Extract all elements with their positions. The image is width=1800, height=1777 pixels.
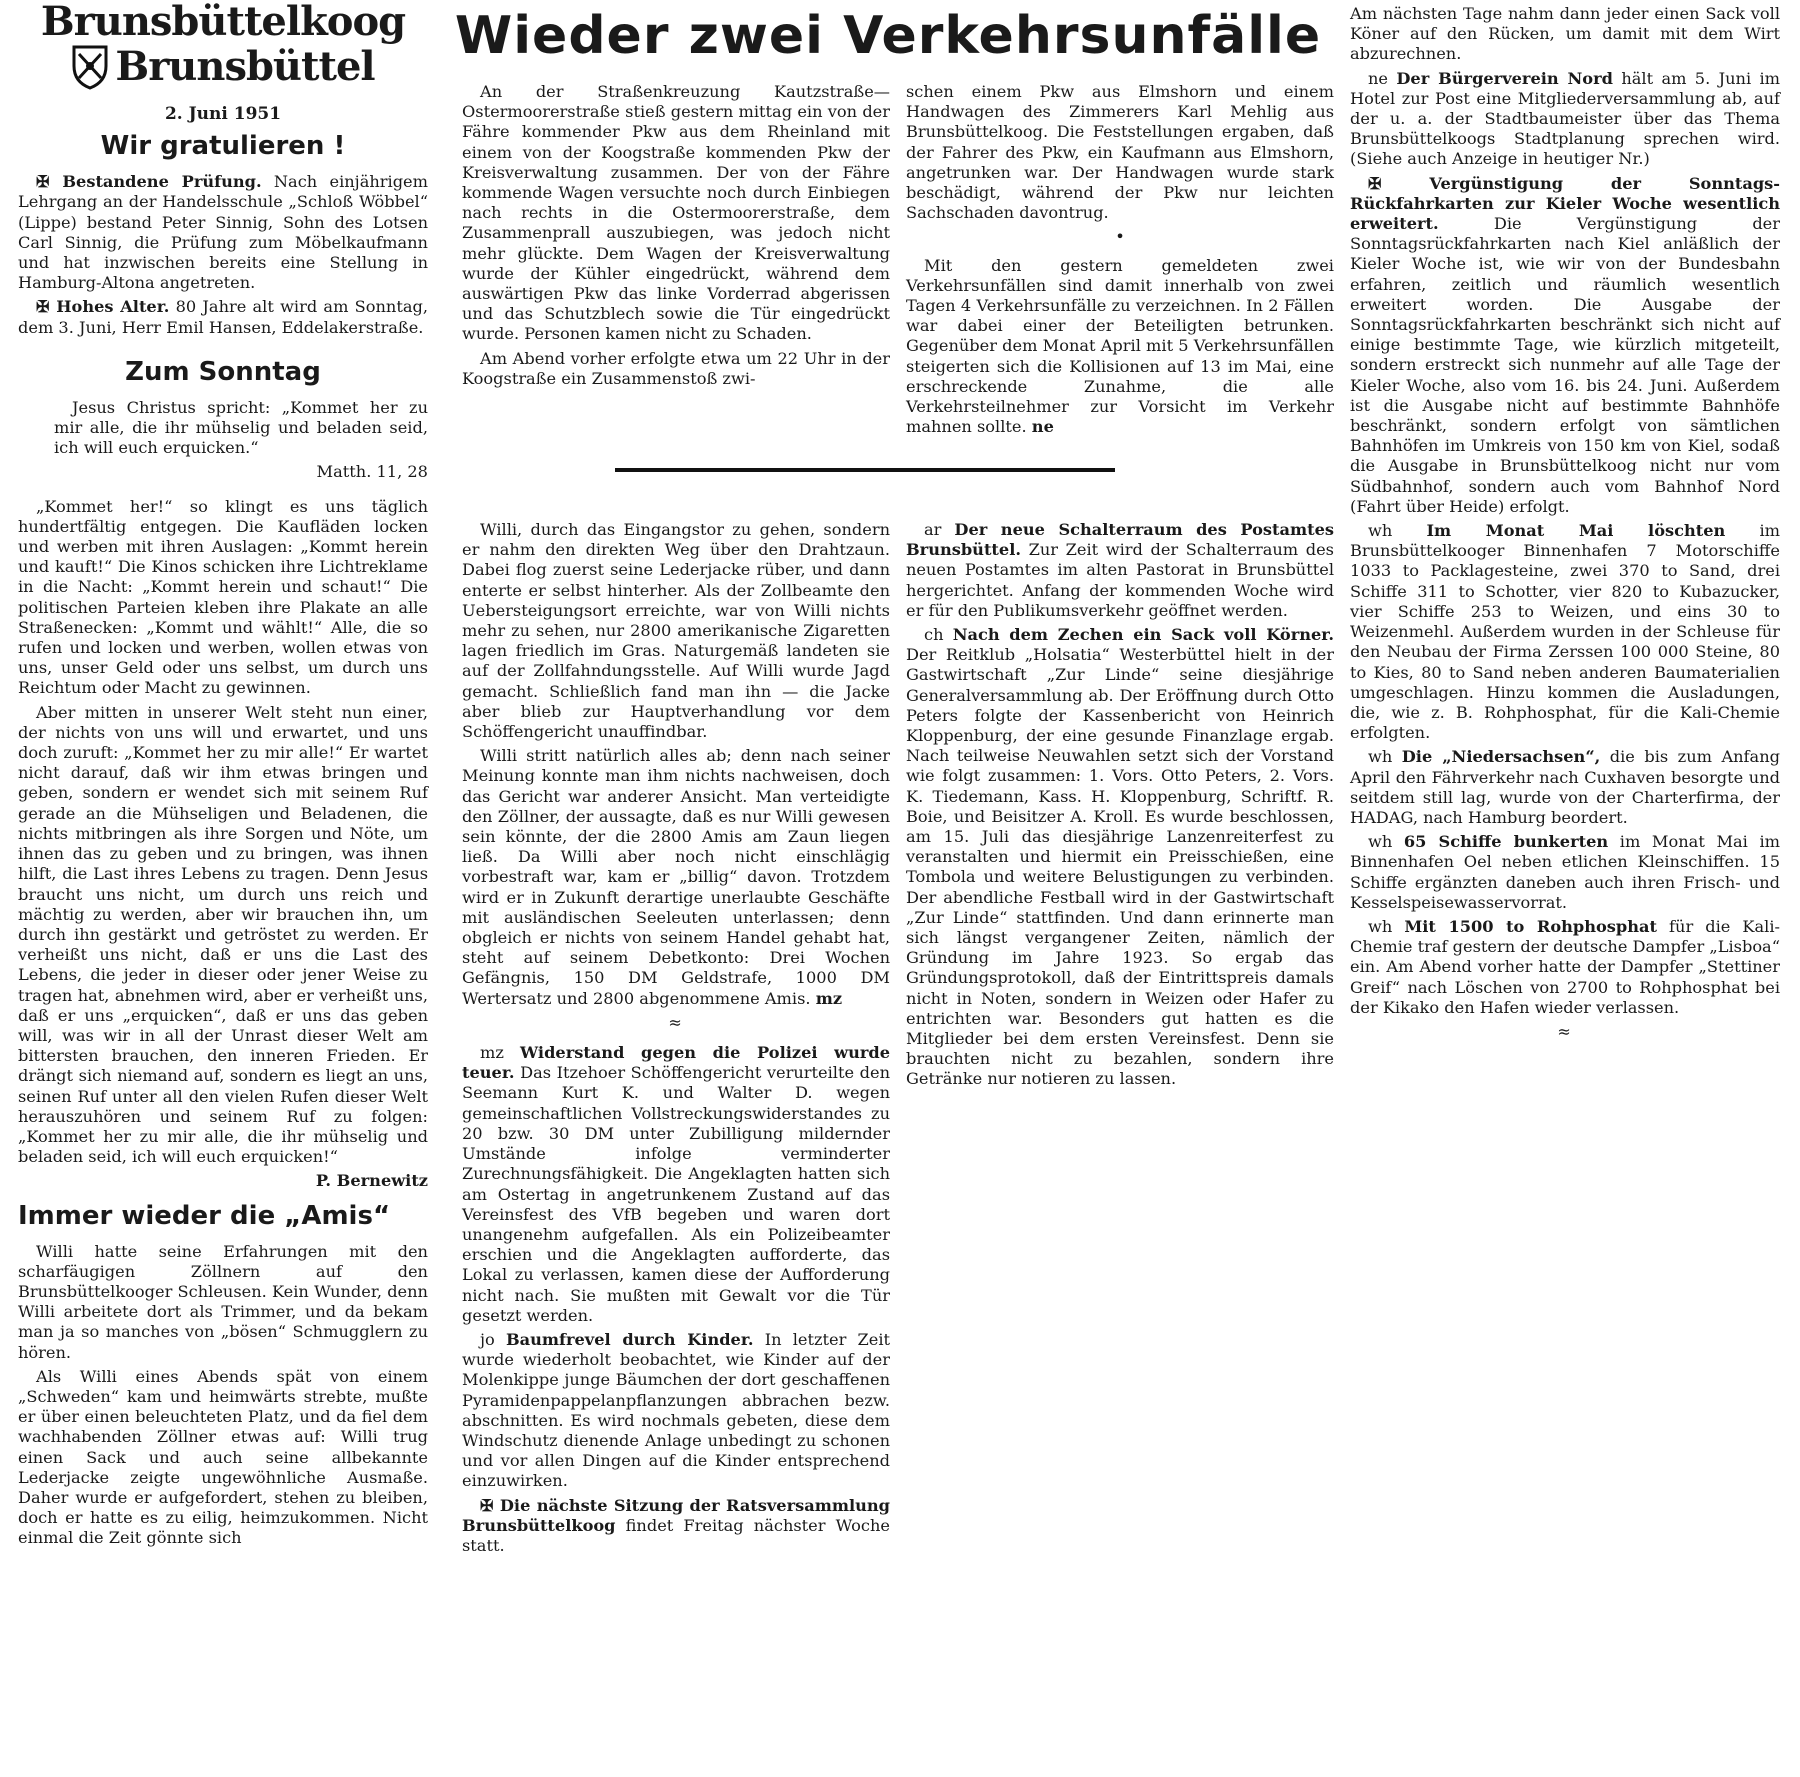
article-niedersachsen-pre: wh: [1368, 747, 1402, 767]
unfall-signature: ne: [1031, 417, 1054, 437]
masthead-line-2: [18, 44, 428, 90]
unfall-paragraph-1: An der Straßenkreuzung Kautzstraße—Ostermoorerstraße stieß gestern mittag ein von der Fähre kommender Pkw aus dem Rheinland mit einem von der Koogstraße kommenden Pkw der Kreisverwaltung zusammen. Der von der Fähre kommende Wagen versuchte noch durch Einbiegen nach rechts in die Ostermoorerstraße, dem Zusammenprall auszubiegen, was jedoch nicht mehr glückte. Dem Wagen der Kreisverwaltung wurde der Kühler eingedrückt, während dem auswärtigen Pkw das linke Vorderrad abgerissen und das Schutzblech sowie die Tür eingedrückt wurde. Personen kamen nicht zu Schaden.: [462, 82, 890, 344]
article-baumfrevel: [462, 1330, 890, 1492]
article-bunkern: [1350, 832, 1780, 913]
article-pruefung: [18, 172, 428, 293]
article-buergerverein-title: Der Bürgerverein Nord: [1396, 68, 1613, 88]
article-loeschungen-title: Im Monat Mai löschten: [1426, 521, 1726, 541]
column-2-upper: [462, 82, 890, 393]
article-rohphosphat-pre: wh: [1368, 916, 1405, 936]
article-alter: [18, 297, 428, 337]
sonntag-author: P. Bernewitz: [315, 1171, 428, 1191]
article-reitklub-pre: ch: [924, 625, 953, 645]
sonntag-paragraph-1: „Kommet her!“ so klingt es uns täglich hundertfältig entgegen. Die Kaufläden locken und werben mit ihren Auslagen: „Kommt herein und kauft!“ Die Kinos schicken ihre Lichtreklame in die Nacht: „Kommt herein und schaut!“ Die politischen Parteien kleben ihre Plakate an alle Straßenecken: „Kommt und wählt!“ Alle, die so rufen und locken und werben, wollen etwas von uns, unser Geld oder uns selbst, um durch uns Reichtum oder Macht zu gewinnen.: [18, 496, 428, 698]
end-separator: ≈: [1557, 1021, 1573, 1041]
article-reitklub: [906, 625, 1334, 1090]
unfall-paragraph-2: Am Abend vorher erfolgte etwa um 22 Uhr in der Koogstraße ein Zusammenstoß zwi-: [462, 348, 890, 388]
article-baumfrevel-title: Baumfrevel durch Kinder.: [505, 1329, 754, 1349]
article-pruefung-body: Nach einjährigem Lehrgang an der Handelsschule „Schloß Wöbbel“ (Lippe) bestand Peter Sinnig, Sohn des Lotsen Carl Sinnig, die Prüfung zum Möbelkaufmann und hat inzwischen bereits eine Stellung in Hamburg-Altona angetreten.: [18, 172, 428, 293]
amis-continued-2-body: Willi stritt natürlich alles ab; denn nach seiner Meinung konnte man ihm nichts nachweisen, doch das Gericht war anderer Ansicht. Man verteidigte den Zöllner, der aussagte, daß es nur Willi gewesen sein könnte, der die 2800 Amis am Zaun liegen ließ. Da Willi aber noch nicht einschlägig vorbestraft war, kam er „billig“ davon. Trotzdem wird er in Zukunft derartige unerlaubte Geschäfte mit ausländischen Seeleuten unterlassen; denn obgleich er nichts von seinem Handel gehabt hat, steht auf seinem Debetkonto: Drei Wochen Gefängnis, 150 DM Geldstrafe, 1000 DM Wertersatz und 2800 abgenommene Amis.: [462, 746, 890, 1008]
article-kieler-woche: [1350, 174, 1780, 517]
article-ratsversammlung: [462, 1496, 890, 1557]
column-4: [1350, 4, 1780, 1052]
reitklub-continued: Am nächsten Tage nahm dann jeder einen Sack voll Köner auf den Rücken, um damit mit dem Wirt abzurechnen.: [1350, 4, 1780, 64]
masthead: [18, 0, 428, 90]
unfall-summary: [906, 256, 1334, 438]
article-widerstand-pre: mz: [480, 1043, 521, 1063]
article-alter-title: ✠ Hohes Alter.: [36, 297, 170, 317]
article-loeschungen-pre: wh: [1368, 521, 1427, 541]
article-buergerverein: [1350, 69, 1780, 170]
amis-paragraph-2: Als Willi eines Abends spät von einem „Schweden“ kam und heimwärts strebte, mußte er über einen beleuchteten Platz, und da fiel dem wachhabenden Zöllner etwas auf: Willi trug einen Sack und auch seine allbekannte Lederjacke zeigte ungewöhnliche Ausmaße. Daher wurde er aufgefordert, stehen zu bleiben, doch er hatte es zu eilig, heimzukommen. Nicht einmal die Zeit gönnte sich: [18, 1366, 428, 1548]
article-bunkern-body: im Monat Mai im Binnenhafen Oel neben etlichen Kleinschiffen. 15 Schiffe ergänzten daneben auch ihren Frisch- und Kesselspeisewasservorrat.: [1350, 832, 1780, 912]
masthead-town-2: Brunsbüttel: [115, 43, 375, 90]
column-3-upper: [906, 82, 1334, 441]
separator: ≈: [668, 1012, 684, 1032]
article-bunkern-title: 65 Schiffe bunkerten: [1403, 832, 1609, 852]
heading-amis: Immer wieder die „Amis“: [18, 1200, 391, 1231]
column-3-lower: [906, 520, 1334, 1094]
article-postamt: [906, 520, 1334, 621]
column-1: [18, 0, 428, 1553]
article-rohphosphat-body: für die Kali-Chemie traf gestern der deutsche Dampfer „Lisboa“ ein. Am Abend vorher hatte der Dampfer „Stettiner Greif“ nach Löschen von 2700 to Rohphosphat bei der Kikako den Hafen wieder verlassen.: [1350, 916, 1780, 1017]
article-baumfrevel-body: In letzter Zeit wurde wiederholt beobachtet, wie Kinder auf der Molenkippe junge Bäumchen der dort geschaffenen Pyramidenpappelanpflanzungen abbrachen bezw. abschnitten. Es wird nochmals gebeten, diese dem Windschutz dienende Anlage unbedingt zu schonen und vor allen Dingen auf die Kinder entsprechend einzuwirken.: [462, 1329, 890, 1491]
amis-signature: mz: [815, 988, 843, 1008]
article-widerstand-title: Widerstand gegen die Polizei wurde teuer.: [462, 1043, 891, 1083]
article-postamt-pre: ar: [924, 520, 955, 539]
heading-sonntag: Zum Sonntag: [125, 356, 321, 387]
article-reitklub-body: Der Reitklub „Holsatia“ Westerbüttel hielt in der Gastwirtschaft „Zur Linde“ seine diesjährige Generalversammlung ab. Der Eröffnung durch Otto Peters folgte der Kassenbericht von Heinrich Kloppenburg, der eine gesunde Finanzlage ergab. Nach teilweise Neuwahlen setzt sich der Vorstand wie folgt zusammen: 1. Vors. Otto Peters, 2. Vors. K. Tiedemann, Kass. H. Kloppenburg, Schriftf. R. Boie, und Beisitzer A. Kroll. Es wurde beschlossen, am 15. Juli das diesjährige Lanzenreiterfest zu veranstalten und hiermit ein Preisschießen, eine Tombola und weitere Belustigungen zu verbinden. Der abendliche Festball wird in der Gastwirtschaft „Zur Linde“ stattfinden. Und dann erinnerte man sich längst vergangener Zeiten, nämlich der Gründung im Jahre 1923. So ergab das Gründungsprotokoll, daß der Eintrittspreis damals nicht in Noten, sondern in Weizen oder Hafer zu entrichten war. Besonders gut hatten es die Mitglieder bei dem ersten Vereinsfest. Denn sie brauchten nicht zu bezahlen, sondern ihre Getränke nur notieren zu lassen.: [906, 645, 1334, 1089]
article-kieler-woche-title: ✠ Vergünstigung der Sonntags-Rückfahrkarten zur Kieler Woche wesentlich erweitert.: [1350, 173, 1780, 234]
bible-quote: Jesus Christus spricht: „Kommet her zu mir alle, die ihr mühselig und beladen seid, ich will euch erquicken.“: [54, 397, 428, 458]
article-baumfrevel-pre: jo: [480, 1329, 506, 1349]
article-rohphosphat-title: Mit 1500 to Rohphosphat: [1404, 916, 1657, 936]
article-alter-body: 80 Jahre alt wird am Sonntag, dem 3. Juni, Herr Emil Hansen, Eddelakerstraße.: [18, 297, 428, 337]
article-widerstand: [462, 1043, 890, 1326]
article-loeschungen-body: im Brunsbüttelkooger Binnenhafen 7 Motorschiffe 1033 to Packlagesteine, zwei 370 to Sand, drei Schiffe 311 to Schotter, vier 820 to Kubazucker, vier Schiffe 253 to Weizen, und eins 30 to Weizenmehl. Außerdem wurden in der Schleuse für den Neubau der Firma Zerssen 100 000 Steine, 80 to Kies, 80 to Sand neben anderen Baumaterialien umgeschlagen. Hinzu kommen die Ausladungen, die, wie z. B. Rohphosphat, für die Kali-Chemie erfolgten.: [1350, 521, 1780, 743]
article-ratsversammlung-title: ✠ Die nächste Sitzung der Ratsversammlung Brunsbüttelkoog: [462, 1495, 890, 1535]
article-rohphosphat: [1350, 917, 1780, 1018]
article-postamt-body: Zur Zeit wird der Schalterraum des neuen Postamtes im alten Pastorat in Brunsbüttel hergerichtet. Anfang der kommenden Woche wird er für den Publikumsverkehr geöffnet werden.: [906, 540, 1334, 620]
heading-gratulieren: Wir gratulieren !: [100, 131, 346, 162]
article-postamt-title: Der neue Schalterraum des Postamtes Brunsbüttel.: [906, 520, 1334, 560]
amis-continued-2: [462, 746, 890, 1009]
article-reitklub-title: Nach dem Zechen ein Sack voll Körner.: [952, 625, 1334, 645]
unfall-summary-body: Mit den gestern gemeldeten zwei Verkehrsunfällen sind damit innerhalb von zwei Tagen 4 Verkehrsunfälle zu verzeichnen. In 2 Fällen war dabei einer der Beteiligten betrunken. Gegenüber dem Monat April mit 5 Verkehrsunfällen steigerten sich die Kollisionen auf 13 im Mai, eine erschreckende Zunahme, die alle Verkehrsteilnehmer zur Vorsicht im Verkehr mahnen sollte.: [906, 255, 1334, 437]
article-niedersachsen: [1350, 747, 1780, 828]
article-ratsversammlung-body: findet Freitag nächster Woche statt.: [462, 1515, 890, 1555]
main-headline: Wieder zwei Verkehrsunfälle: [454, 6, 1322, 66]
article-buergerverein-pre: ne: [1368, 68, 1397, 88]
masthead-town-1: Brunsbüttelkoog: [40, 0, 406, 45]
coat-of-arms-icon: [71, 44, 109, 90]
article-widerstand-body: Das Itzehoer Schöffengericht verurteilte den Seemann Kurt K. und Walter D. wegen gemeinschaftlichen Vollstreckungswiderstandes zu 20 bzw. 30 DM unter Zubilligung mildernder Umstände infolge verminderter Zurechnungsfähigkeit. Die Angeklagten hatten sich am Ostertag in angetrunkenem Zustand auf das Vereinsfest des VfB begeben und waren dort unangenehm aufgefallen. Als ein Polizeibeamter erschien und die Angeklagten aufforderte, das Lokal zu verlassen, kamen diese der Aufforderung nicht nach. Sie mußten mit Gewalt vor die Tür gesetzt werden.: [462, 1063, 890, 1325]
amis-continued-1: Willi, durch das Eingangstor zu gehen, sondern er nahm den direkten Weg über den Drahtzaun. Dabei flog zuerst seine Lederjacke rüber, und dann enterte er selbst hinterher. Als der Zollbeamte den Uebersteigungsort erreichte, war von Willi nichts mehr zu sehen, nur 2800 amerikanische Zigaretten lagen friedlich im Gras. Naturgemäß landeten sie auf der Zollfahndungsstelle. Auf Willi wurde Jagd gemacht. Schließlich fand man ihn — die Jacke aber blieb zur Hauptverhandlung vor dem Schöffengericht unauffindbar.: [462, 520, 890, 742]
headline-rule: [615, 468, 1115, 472]
issue-date: 2. Juni 1951: [164, 104, 282, 124]
article-buergerverein-body: hält am 5. Juni im Hotel zur Post eine Mitgliederversammlung ab, auf der u. a. der Stadtbaumeister über das Thema Brunsbüttelkoogs Stadtplanung sprechen wird. (Siehe auch Anzeige in heutiger Nr.): [1350, 68, 1781, 169]
unfall-continued: schen einem Pkw aus Elmshorn und einem Handwagen des Zimmerers Karl Mehlig aus Brunsbüttelkoog. Die Feststellungen ergaben, daß der Fahrer des Pkw, ein Kaufmann aus Elmshorn, angetrunken war. Der Handwagen wurde stark beschädigt, während der Pkw nur leichten Sachschaden davontrug.: [906, 82, 1334, 223]
article-niedersachsen-title: Die „Niedersachsen“,: [1401, 747, 1601, 767]
article-loeschungen: [1350, 521, 1780, 743]
masthead-line-1: [18, 0, 428, 44]
sonntag-paragraph-2: Aber mitten in unserer Welt steht nun einer, der nichts von uns will und erwartet, und uns doch zuruft: „Kommet her zu mir alle!“ Er wartet nicht darauf, daß wir ihm etwas bringen und geben, sondern er wendet sich mit seinem Ruf gerade an die Mühseligen und Beladenen, die nichts mitbringen als ihre Sorgen und Nöte, um ihnen das zu geben und zu bringen, was ihnen hilft, die Last ihres Lebens zu tragen. Denn Jesus braucht uns nicht, um durch uns reich und mächtig zu werden, aber wir brauchen ihn, um durch ihn gestärkt und getröstet zu werden. Er verheißt uns nicht, daß er uns die Last des Lebens, die jeder in dieser oder jener Weise zu tragen hat, abnehmen wird, aber er verheißt uns, daß er uns „erquicken“, daß er uns das geben will, was wir in all der Unrast dieser Welt am bittersten brauchen, den inneren Frieden. Er drängt sich niemand auf, sondern es liegt an uns, seinen Ruf unter all den vielen Rufen dieser Welt herauszuhören und seinem Ruf zu folgen: „Kommet her zu mir alle, die ihr mühselig und beladen seid, ich will euch erquicken!“: [18, 702, 428, 1167]
article-niedersachsen-body: die bis zum Anfang April den Fährverkehr nach Cuxhaven besorgte und seitdem still lag, wurde von der Charterfirma, der HADAG, nach Hamburg beordert.: [1350, 747, 1780, 827]
bible-reference: Matth. 11, 28: [316, 462, 428, 482]
column-2-lower: [462, 520, 890, 1560]
amis-paragraph-1: Willi hatte seine Erfahrungen mit den scharfäugigen Zöllnern auf den Brunsbüttelkooger Schleusen. Kein Wunder, denn Willi arbeitete dort als Trimmer, und da bekam man ja so manches von „bösen“ Schmugglern zu hören.: [18, 1241, 428, 1362]
article-kieler-woche-body: Die Vergünstigung der Sonntagsrückfahrkarten nach Kiel anläßlich der Kieler Woche ist, wie wir von der Bundesbahn erfahren, zeitlich und räumlich wesentlich erweitert worden. Die Ausgabe der Sonntagsrückfahrkarten beschränkt sich nicht auf einige bestimmte Tage, wie kürzlich mitgeteilt, sondern erstreckt sich nunmehr auf alle Tage der Kieler Woche, also vom 16. bis 24. Juni. Außerdem ist die Ausgabe nicht auf bestimmte Bahnhöfe beschränkt, sondern erfolgt von sämtlichen Bahnhöfen im Umkreis von 150 km von Kiel, sodaß die Ausgabe in Brunsbüttelkoog nicht nur vom Südbahnhof, sondern auch vom Bahnhof Nord (Fahrt über Heide) erfolgt.: [1350, 214, 1780, 516]
star-separator: •: [1115, 227, 1125, 247]
article-pruefung-title: ✠ Bestandene Prüfung.: [36, 172, 262, 192]
article-bunkern-pre: wh: [1368, 832, 1404, 852]
